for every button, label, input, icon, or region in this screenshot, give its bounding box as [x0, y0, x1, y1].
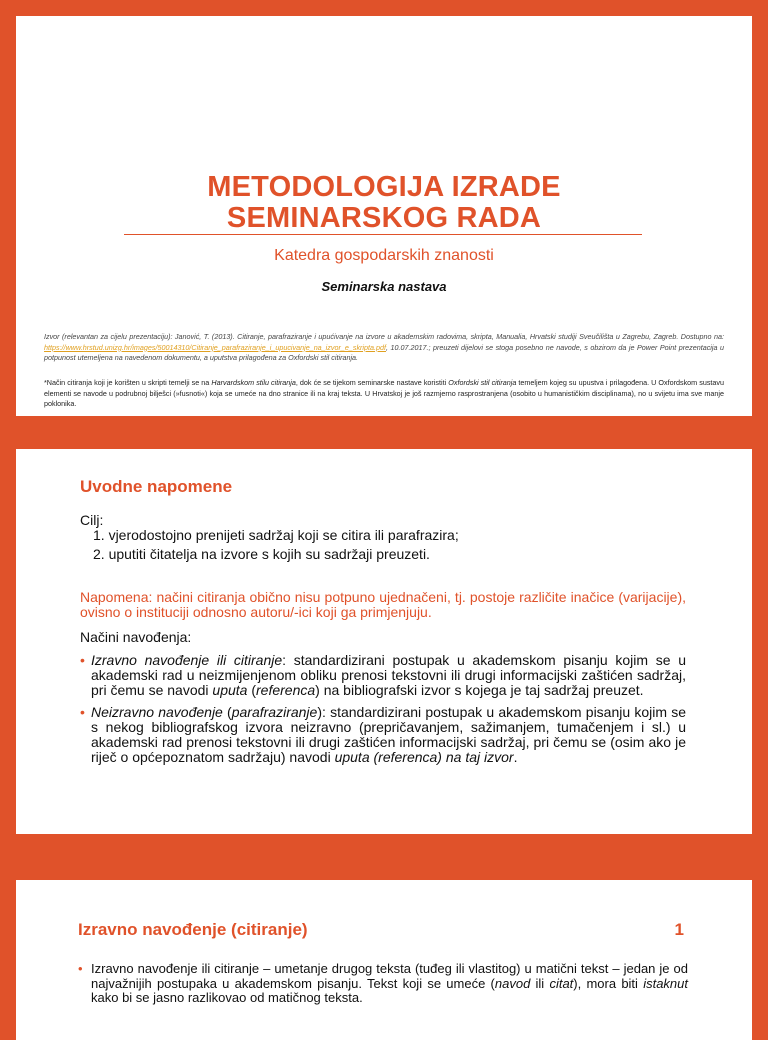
slide-number: 1 — [674, 920, 684, 939]
slide-heading: Izravno navođenje (citiranje) — [78, 920, 308, 939]
slide-body — [80, 513, 686, 772]
slide-intro — [16, 449, 752, 834]
goal-label: Cilj: — [80, 512, 104, 528]
note-text: Napomena: načini citiranja obično nisu potpuno ujednačeni, tj. postoje različite inačice (varijacije), ovisno o instituciji odnosno autoru/-ici koji ga primjenjuju. — [80, 589, 686, 620]
goal-list — [80, 528, 686, 562]
methods-label: Načini navođenja: — [80, 629, 192, 645]
source-link[interactable]: https://www.hrstud.unizg.hr/images/50014310/Citiranje_parafraziranje_i_upucivanje_na_izvor_e_skripta.pdf — [44, 342, 387, 352]
bullet: • — [78, 961, 83, 976]
citation-style-note: *Način citiranja koji je korišten u skripti temelji se na Harvardskom stilu citiranja, dok će se tijekom seminarske nastave koristiti Oxfordski stil citiranja temeljem kojeg su upustva i prilagođena. U Oxfordskom sustavu elementi se navode u podrubnoj bilješci (»fusnoti«) koja se umeće na dno stranice ili na kraj teksta. U Hrvatskoj je još razmjerno rasprostranjena (osobito u humanističkim disciplinama), no u svijetu ima sve manje poklonika. — [44, 378, 725, 408]
seminar-label: Seminarska nastava — [321, 279, 447, 294]
list-item: Izravno navođenje ili citiranje – umetanje drugog teksta (tuđeg ili vlastitog) u matični tekst – jedan je od najvažnijih postupaka u akademskom pisanju. Tekst koji se umeće (navod ili citat), mora biti istaknut kako bi se jasno razlikovao od matičnog teksta. — [91, 961, 688, 1005]
slide-direct-quoting — [16, 880, 752, 1040]
subtitle: Katedra gospodarskih znanosti — [274, 247, 494, 264]
slide-title — [16, 16, 752, 416]
source-note: Izvor (relevantan za cijelu prezentaciju): Janović, T. (2013). Citiranje, parafraziranje i upućivanje na izvore u akademskim radovima, skripta, Manualia, Hrvatski studiji Sveučilišta u Zagrebu, Zagreb. Dostupno na: https://www.hrstud.unizg.hr/images/50014310/Citiranje_parafraziranje_i_upucivanje_na_izvor_e_skripta.pdf, 10.07.2017.; preuzeti dijelovi se stoga posebno ne navode, s obzirom da je Power Point prezentacija u potpunost utemeljena na navedenom dokumentu, a uputstva prilagođena za Oxfordski stil citiranja. — [44, 332, 724, 362]
page-title — [16, 172, 752, 234]
slide-body — [78, 962, 688, 1006]
slide-heading: Uvodne napomene — [80, 477, 233, 496]
title-line-1: METODOLOGIJA IZRADE — [207, 171, 561, 203]
title-line-2: SEMINARSKOG RADA — [226, 202, 542, 234]
methods-list — [80, 653, 686, 765]
title-divider — [124, 234, 642, 235]
list-item: 1. vjerodostojno prenijeti sadržaj koji se citira ili parafrazira; — [93, 527, 459, 543]
list-item: • Izravno navođenje ili citiranje: standardizirani postupak u akademskom pisanju kojim se u akademski rad u neizmijenjenom obliku prenosi tekstovni ili drugi informacijski zaštićen sadržaj, pri čemu se navodi uputa (referenca) na bibliografski izvor s kojega je taj sadržaj preuzet. — [80, 653, 686, 698]
list-item: 2. uputiti čitatelja na izvore s kojih su sadržaji preuzeti. — [93, 546, 430, 562]
list-item: • Neizravno navođenje (parafraziranje): standardizirani postupak u akademskom pisanju kojim se s nekog bibliografskog izvora neizravno (prepričavanjem, sažimanjem, tumačenjem i sl.) u akademski rad prenosi tekstovni ili drugi zaštićen informacijski sadržaj, pri čemu se (osim ako je riječ o općepoznatom sadržaju) navodi uputa (referenca) na taj izvor. — [80, 705, 686, 765]
